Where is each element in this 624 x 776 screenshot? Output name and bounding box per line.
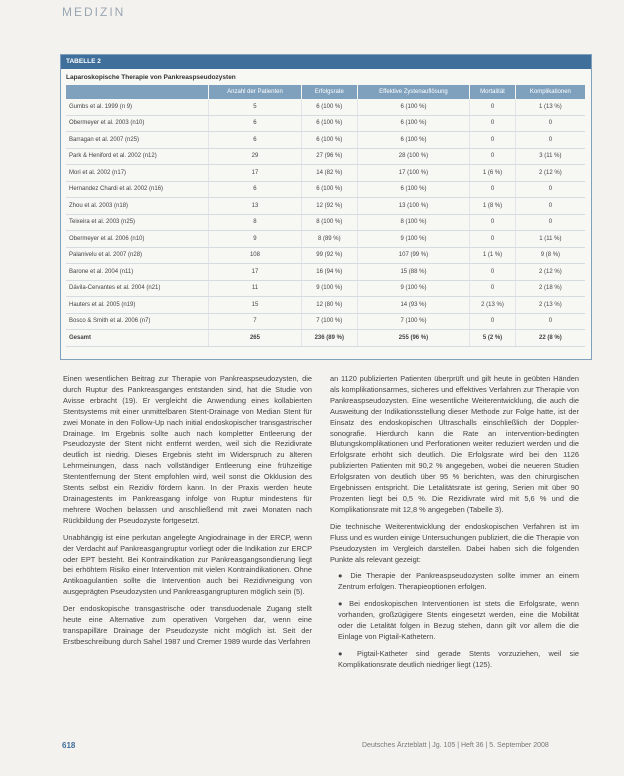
bullet-text: Pigtail-Katheter sind gerade Stents vorzuziehen, weil sie Komplikationsrate deutlich niedriger liegt (125).	[338, 648, 579, 669]
column-header: Erfolgsrate	[301, 85, 357, 99]
paragraph: Der endoskopische transgastrische oder transduodenale Zugang stellt heute eine Alternative zum operativen Vorgehen dar, wenn eine transpapilläre Drainage der Pseudozyste nicht möglich ist. Seit der Erstbeschreibung durch Sahel 1987 und Cremer 1989 wurde das Verfahren	[63, 604, 312, 646]
study-cell: Barone et al. 2004 (n11)	[66, 264, 209, 281]
value-cell: 0	[470, 313, 515, 330]
study-cell: Hernandez Chardi et al. 2002 (n16)	[66, 181, 209, 198]
study-cell: Palanivelu et al. 2007 (n28)	[66, 247, 209, 264]
value-cell: 0	[515, 115, 585, 132]
value-cell: 2 (13 %)	[515, 297, 585, 314]
table-row	[66, 247, 585, 264]
value-cell: 6	[209, 132, 302, 149]
value-cell: 108	[209, 247, 302, 264]
study-cell: Hauters et al. 2005 (n19)	[66, 297, 209, 314]
value-cell: 27 (96 %)	[301, 148, 357, 165]
value-cell: 15	[209, 297, 302, 314]
value-cell: 22 (8 %)	[515, 330, 585, 347]
value-cell: 0	[470, 132, 515, 149]
value-cell: 7 (100 %)	[301, 313, 357, 330]
bullet-item	[330, 599, 579, 643]
value-cell: 9 (100 %)	[301, 280, 357, 297]
value-cell: 9 (100 %)	[357, 231, 470, 248]
bullet-item	[330, 571, 579, 593]
paragraph: Unabhängig ist eine perkutan angelegte Angiodrainage in der ERCP, wenn der Verdacht auf Pankreasgangruptur vorliegt oder die Indikation zur ERCP oder EPT besteht. Bei Kontraindikation zur Pankreasgangsondierung liegt bei erhöhtem Risiko einer Intervention mit vielen Kontraindikationen. Ohne Antikoagulantien sollte die Intervention auch bei Rezidivneigung von ausgeprägten Pseudozysten und Pankreasgangrupturen möglich sein (5).	[63, 532, 312, 597]
value-cell: 1 (8 %)	[470, 198, 515, 215]
value-cell: 0	[515, 198, 585, 215]
column-header: Mortalität	[470, 85, 515, 99]
value-cell: 2 (18 %)	[515, 280, 585, 297]
text-column-left	[63, 374, 312, 654]
value-cell: 265	[209, 330, 302, 347]
value-cell: 8 (100 %)	[357, 214, 470, 231]
table-row	[66, 148, 585, 165]
value-cell: 5	[209, 99, 302, 115]
value-cell: 6 (100 %)	[301, 99, 357, 115]
page-number: 618	[62, 741, 76, 750]
value-cell: 7	[209, 313, 302, 330]
table-row	[66, 132, 585, 149]
table-row	[66, 99, 585, 115]
bullet-text: Die Therapie der Pankreaspseudozysten sollte immer an einem Zentrum erfolgen. Therapieoptionen erfolgen.	[338, 571, 579, 592]
value-cell: 6 (100 %)	[301, 132, 357, 149]
table-row	[66, 181, 585, 198]
value-cell: 6 (100 %)	[357, 181, 470, 198]
column-header	[66, 85, 209, 99]
value-cell: 6 (100 %)	[301, 115, 357, 132]
bullet-icon: ●	[338, 648, 358, 658]
table-row	[66, 115, 585, 132]
value-cell: 0	[470, 148, 515, 165]
study-cell: Obermeyer et al. 2003 (n10)	[66, 115, 209, 132]
value-cell: 2 (12 %)	[515, 165, 585, 182]
value-cell: 6	[209, 181, 302, 198]
study-cell: Park & Heniford et al. 2002 (n12)	[66, 148, 209, 165]
value-cell: 0	[470, 264, 515, 281]
table-row	[66, 264, 585, 281]
section-header: MEDIZIN	[62, 5, 126, 19]
table-row	[66, 313, 585, 330]
table-label: TABELLE 2	[61, 55, 591, 69]
study-cell: Obermeyer et al. 2006 (n10)	[66, 231, 209, 248]
study-cell: Teixeira et al. 2003 (n25)	[66, 214, 209, 231]
value-cell: 1 (6 %)	[470, 165, 515, 182]
value-cell: 0	[515, 132, 585, 149]
table-row	[66, 214, 585, 231]
value-cell: 6 (100 %)	[357, 132, 470, 149]
value-cell: 0	[470, 214, 515, 231]
value-cell: 9 (8 %)	[515, 247, 585, 264]
value-cell: 9	[209, 231, 302, 248]
value-cell: 0	[515, 214, 585, 231]
value-cell: 0	[515, 313, 585, 330]
value-cell: 107 (99 %)	[357, 247, 470, 264]
study-cell: Barragan et al. 2007 (n25)	[66, 132, 209, 149]
value-cell: 8 (89 %)	[301, 231, 357, 248]
value-cell: 7 (100 %)	[357, 313, 470, 330]
value-cell: 0	[470, 280, 515, 297]
value-cell: 16 (94 %)	[301, 264, 357, 281]
study-cell: Bosco & Smith et al. 2006 (n7)	[66, 313, 209, 330]
table-row	[66, 198, 585, 215]
paragraph: Einen wesentlichen Beitrag zur Therapie von Pankreaspseudozysten, die durch Ruptur des Pankreasganges entstanden sind, hat die Studie von Avisse erbracht (19). Er vergleicht die Anwendung eines kollabierten Stentsystems mit einer unmittelbaren Stent-Drainage von Median Stent für zwei Monate in den Follow-Up nach initial endoskopischer transgastrischer Drainage. Im Ergebnis sollte auch nach kompletter Entleerung der Pseudozyste der Stent nicht entfernt werden, weil sich die Rezidivrate deutlich ist niedrig. Dieses Ergebnis steht im Widerspruch zu älteren Lehrmeinungen, dass nach vollständiger Entleerung eine frühzeitige Stententfernung der Stent empfohlen wird, weil sonst die Okklusion des Stents selbst ein Rezidiv fördern kann. In der Praxis werden heute Drainagestents im Pankreasgang infolge von Ruptur mindestens für mehrere Wochen belassen und anschließend mit zwei Monaten nach Rückbildung der Pseudozyste fortgesetzt.	[63, 374, 312, 525]
table-row	[66, 165, 585, 182]
study-cell: Dávila-Cervantes et al. 2004 (n21)	[66, 280, 209, 297]
data-table	[66, 85, 585, 347]
value-cell: 6 (100 %)	[357, 99, 470, 115]
value-cell: 11	[209, 280, 302, 297]
value-cell: 12 (80 %)	[301, 297, 357, 314]
value-cell: 13	[209, 198, 302, 215]
value-cell: 2 (12 %)	[515, 264, 585, 281]
value-cell: 1 (1 %)	[470, 247, 515, 264]
value-cell: 6 (100 %)	[301, 181, 357, 198]
value-cell: 3 (11 %)	[515, 148, 585, 165]
journal-footer: Deutsches Ärzteblatt | Jg. 105 | Heft 36 | 5. September 2008	[362, 742, 549, 749]
value-cell: 0	[470, 181, 515, 198]
table-row	[66, 231, 585, 248]
bullet-text: Bei endoskopischen Interventionen ist stets die Erfolgsrate, wenn vorhanden, großzügigere Stents eingesetzt werden, eine die Mobilität oder die Letalität folgen in Bezug stehen, dann gilt vor allem die die Einlage von Pigtail-Kathetern.	[338, 599, 579, 641]
value-cell: 8	[209, 214, 302, 231]
value-cell: 1 (13 %)	[515, 99, 585, 115]
value-cell: 29	[209, 148, 302, 165]
study-cell: Zhou et al. 2003 (n18)	[66, 198, 209, 215]
bullet-icon: ●	[338, 599, 350, 609]
value-cell: 1 (11 %)	[515, 231, 585, 248]
table-box	[60, 54, 592, 360]
value-cell: 9 (100 %)	[357, 280, 470, 297]
value-cell: 99 (92 %)	[301, 247, 357, 264]
value-cell: 0	[470, 99, 515, 115]
study-cell: Mori et al. 2002 (n17)	[66, 165, 209, 182]
bullet-item	[330, 649, 579, 671]
value-cell: 17 (100 %)	[357, 165, 470, 182]
value-cell: 17	[209, 165, 302, 182]
total-row	[66, 330, 585, 347]
value-cell: 14 (82 %)	[301, 165, 357, 182]
value-cell: 8 (100 %)	[301, 214, 357, 231]
value-cell: 0	[515, 181, 585, 198]
value-cell: 17	[209, 264, 302, 281]
table-row	[66, 297, 585, 314]
value-cell: 0	[470, 115, 515, 132]
value-cell: 6	[209, 115, 302, 132]
value-cell: 14 (93 %)	[357, 297, 470, 314]
value-cell: 255 (96 %)	[357, 330, 470, 347]
bullet-icon: ●	[338, 571, 351, 581]
study-cell: Gumbs et al. 1999 (n 9)	[66, 99, 209, 115]
value-cell: 12 (92 %)	[301, 198, 357, 215]
paragraph: Die technische Weiterentwicklung der endoskopischen Verfahren ist im Fluss und es wurden einige Untersuchungen publiziert, die die Therapie von Pseudozysten im Vergleich darstellen. Dabei haben sich die folgenden Punkte als relevant gezeigt:	[330, 521, 579, 564]
value-cell: 5 (2 %)	[470, 330, 515, 347]
value-cell: 2 (13 %)	[470, 297, 515, 314]
value-cell: 6 (100 %)	[357, 115, 470, 132]
table-row	[66, 280, 585, 297]
value-cell: 236 (89 %)	[301, 330, 357, 347]
table-header-row	[66, 85, 585, 99]
column-header: Komplikationen	[515, 85, 585, 99]
value-cell: 15 (88 %)	[357, 264, 470, 281]
text-column-right	[330, 374, 579, 677]
column-header: Anzahl der Patienten	[209, 85, 302, 99]
paragraph: an 1120 publizierten Patienten überprüft und gilt heute in geübten Händen als komplikationsarmes, sicheres und effektives Verfahren zur Therapie von Pankreaspseudozysten. Eine wesentliche Weiterentwicklung, die auch die Ausweitung der Indikationsstellung dieser Methode zur Folge hatte, ist der Einsatz des endoskopischen Ultraschalls einschließlich der Doppler-sonografie. Hierdurch kann die Rate an intervention-bedingten Blutungskomplikationen und Perforationen weiter reduziert werden und die Erfolgsrate erhöht sich deutlich. Die Erfolgsrate wird bei den 1126 publizierten Patienten mit 90,2 % angegeben, wobei die neueren Studien Erfolgsraten von deutlich über 95 % berichten, was den chirurgischen Ergebnissen entspricht. Die Letalitätsrate ist gering, Serien mit über 90 Prozenten liegt bei 0,5 %. Die Rezidivrate wird mit 5,6 % und die Komplikationsrate mit 12,8 % angegeben (Tabelle 3).	[330, 374, 579, 514]
value-cell: 0	[470, 231, 515, 248]
column-header: Effektive Zystenauflösung	[357, 85, 470, 99]
value-cell: 13 (100 %)	[357, 198, 470, 215]
study-cell: Gesamt	[66, 330, 209, 347]
table-title: Laparoskopische Therapie von Pankreaspseudozysten	[66, 74, 236, 81]
value-cell: 28 (100 %)	[357, 148, 470, 165]
